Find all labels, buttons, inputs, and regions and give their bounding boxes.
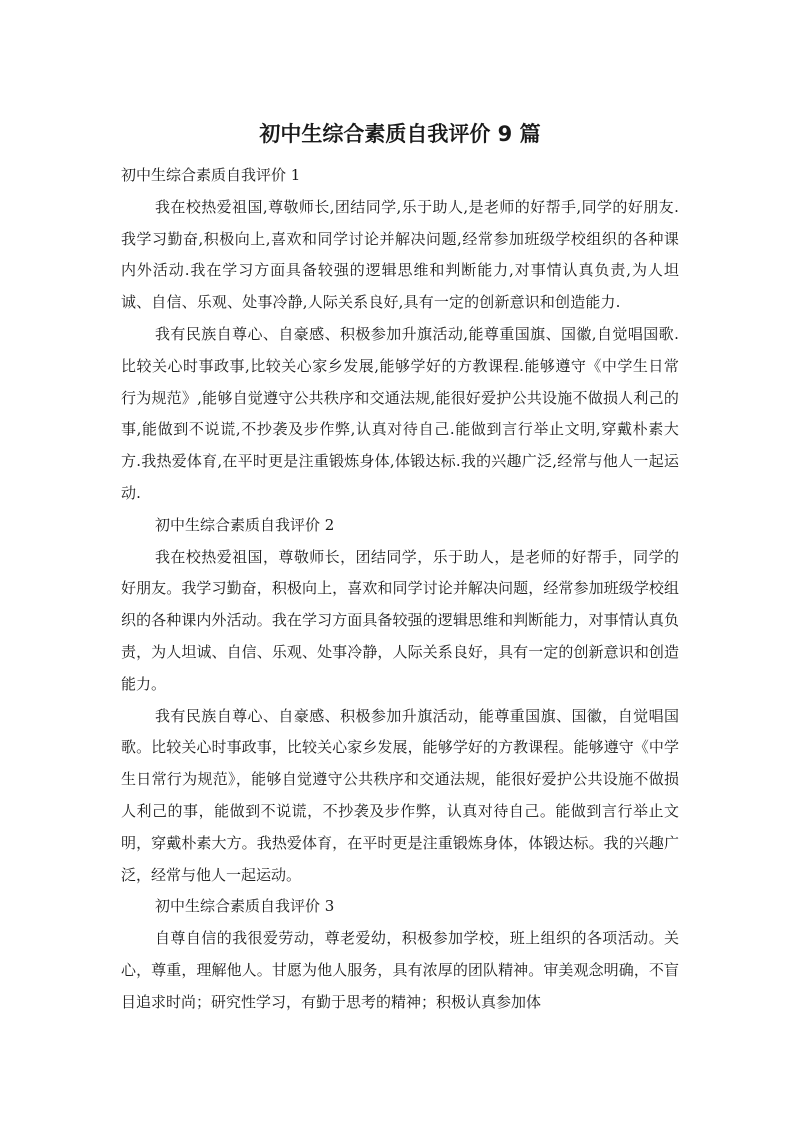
section-1-paragraph-2: 我有民族自尊心、自豪感、积极参加升旗活动,能尊重国旗、国徽,自觉唱国歌.比较关心时事政事,比较关心家乡发展,能够学好的方教课程.能够遵守《中学生日常行为规范》,能够自觉遵守公共秩序和交通法规,能很好爱护公共设施不做损人利己的事,能做到不说谎,不抄袭及步作弊,认真对待自己.能做到言行举止文明,穿戴朴素大方.我热爱体育,在平时更是注重锻炼身体,体锻达标.我的兴趣广泛,经常与他人一起运动. xyxy=(121,324,679,502)
document-title: 初中生综合素质自我评价 9 篇 xyxy=(259,122,541,146)
section-2-paragraph-1: 我在校热爱祖国，尊敬师长，团结同学，乐于助人，是老师的好帮手，同学的好朋友。我学习勤奋，积极向上，喜欢和同学讨论并解决问题，经常参加班级学校组织的各种课内外活动。我在学习方面具备较强的逻辑思维和判断能力，对事情认真负责，为人坦诚、自信、乐观、处事冷静，人际关系良好，具有一定的创新意识和创造能力。 xyxy=(121,547,679,693)
section-2-paragraph-2: 我有民族自尊心、自豪感、积极参加升旗活动，能尊重国旗、国徽，自觉唱国歌。比较关心时事政事，比较关心家乡发展，能够学好的方教课程。能够遵守《中学生日常行为规范》，能够自觉遵守公共秩序和交通法规，能很好爱护公共设施不做损人利己的事，能做到不说谎，不抄袭及步作弊，认真对待自己。能做到言行举止文明，穿戴朴素大方。我热爱体育，在平时更是注重锻炼身体，体锻达标。我的兴趣广泛，经常与他人一起运动。 xyxy=(121,706,679,884)
section-heading-2: 初中生综合素质自我评价 2 xyxy=(155,515,335,534)
document-body xyxy=(121,160,679,1019)
section-3-paragraph-1: 自尊自信的我很爱劳动，尊老爱幼，积极参加学校，班上组织的各项活动。关心，尊重，理解他人。甘愿为他人服务，具有浓厚的团队精神。审美观念明确，不盲目追求时尚；研究性学习，有勤于思考的精神；积极认真参加体 xyxy=(121,929,679,1011)
section-heading-1: 初中生综合素质自我评价 1 xyxy=(121,166,301,184)
section-1-paragraph-1: 我在校热爱祖国,尊敬师长,团结同学,乐于助人,是老师的好帮手,同学的好朋友.我学习勤奋,积极向上,喜欢和同学讨论并解决问题,经常参加班级学校组织的各种课内外活动.我在学习方面具备较强的逻辑思维和判断能力,对事情认真负责,为人坦诚、自信、乐观、处事冷静,人际关系良好,具有一定的创新意识和创造能力. xyxy=(121,197,679,312)
section-heading-3: 初中生综合素质自我评价 3 xyxy=(155,897,335,916)
